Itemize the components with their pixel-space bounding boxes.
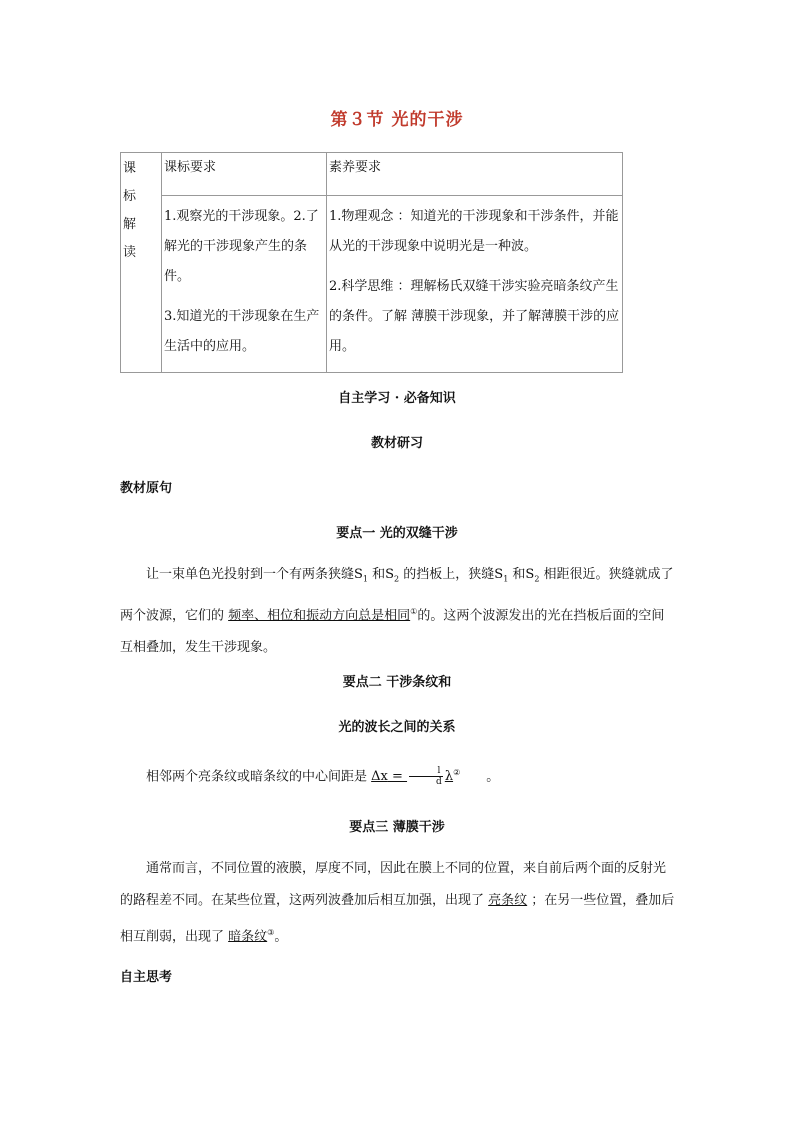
underlined-answer-1: 频率、相位和振动方向总是相同 <box>228 607 411 623</box>
curriculum-table <box>120 152 623 373</box>
col2-p2: 2.科学思维 ：理解杨氏双缝干涉实验亮暗条纹产生的条件。了解 薄膜干涉现象，并了解薄膜干涉的应用。 <box>329 279 620 354</box>
heading-think: 自主思考 <box>120 970 173 985</box>
page-title: 第３节 光的干涉 <box>330 110 464 130</box>
point1-title: 要点一 光的双缝干涉 <box>336 526 458 541</box>
col2-header: 素养要求 <box>327 153 623 196</box>
point3-title: 要点三 薄膜干涉 <box>349 820 445 835</box>
table-label: 课 标 解 读 <box>121 153 162 373</box>
underlined-answer-bright: 亮条纹 <box>488 893 528 908</box>
formula: Δx = $\frac{l}{d}$ λ <box>371 766 454 788</box>
col1-p1: 1.观察光的干涉现象。2.了解光的干涉现象产生的条件。 <box>164 209 319 284</box>
heading-source: 教材原句 <box>120 481 173 496</box>
point2-title-1: 要点二 干涉条纹和 <box>342 675 452 690</box>
section-sub: 教材研习 <box>370 436 423 451</box>
col2-body <box>327 196 623 373</box>
col2-p1: 1.物理观念 ：知道光的干涉现象和干涉条件，并能从光的干涉现象中说明光是一种波。 <box>329 209 619 254</box>
col1-p2: 3.知道光的干涉现象在生产生活中的应用。 <box>164 309 320 354</box>
col1-header: 课标要求 <box>162 153 327 196</box>
point2-title-2: 光的波长之间的关系 <box>338 720 456 735</box>
underlined-answer-dark: 暗条纹 <box>228 929 268 945</box>
col1-body <box>162 196 327 373</box>
section-main: 自主学习 · 必备知识 <box>338 391 456 406</box>
point3-paragraph: 通常而言，不同位置的液膜，厚度不同，因此在膜上不同的位置，来自前后两个面的反射光的路程差不同。在某些位置，这两列波叠加后相互加强，出现了 亮条纹 ；在另一些位置，叠加后相互削弱，出现了 暗条纹③。 <box>120 861 675 945</box>
point2-paragraph: 相邻两个亮条纹或暗条纹的中心间距是 Δx = $\frac{l}{d}$ λ② 。 <box>146 766 500 788</box>
point1-paragraph: 让一束单色光投射到一个有两条狭缝$S_1$ 和$S_2$ 的挡板上，狭缝$S_1$ 和$S_2$ 相距很近。狭缝就成了两个波源，它们的 频率、相位和振动方向总是相同①的。这两个波源发出的光在挡板后面的空间互相叠加，发生干涉现象。 <box>120 567 674 655</box>
